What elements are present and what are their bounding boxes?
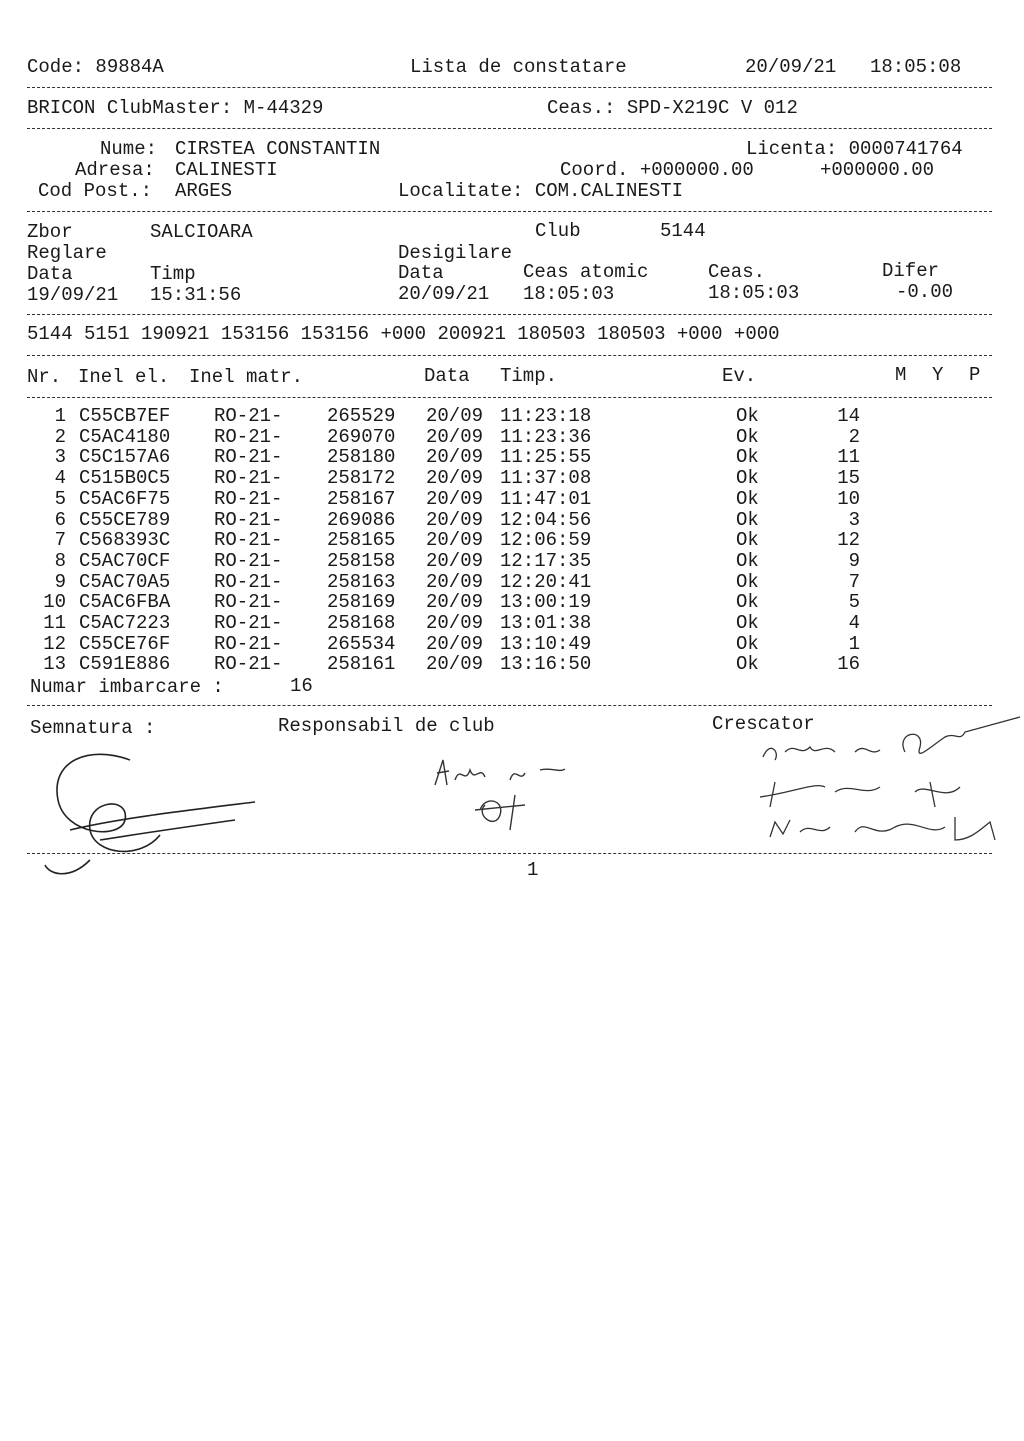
cell-pos: 1 — [848, 632, 860, 655]
coordinates: Coord. +000000.00 — [560, 159, 754, 181]
cell-pos: 3 — [848, 508, 860, 531]
clock-label: Ceas. — [708, 261, 766, 283]
cell-el: C568393C — [79, 529, 171, 552]
cell-nr: 2 — [54, 425, 66, 448]
cell-data: 20/09 — [426, 591, 484, 614]
cell-nr: 4 — [54, 467, 66, 490]
cell-prefix: RO-21- — [214, 487, 283, 510]
cell-timp: 11:37:08 — [500, 467, 592, 490]
cell-prefix: RO-21- — [214, 508, 283, 531]
cell-nr: 11 — [43, 612, 66, 634]
cell-nr: 3 — [54, 446, 66, 469]
col-p: P — [969, 364, 981, 386]
cell-pos: 9 — [848, 549, 860, 572]
cell-el: C5C157A6 — [79, 446, 171, 469]
cell-ev: Ok — [736, 570, 759, 593]
cell-matr: 265534 — [327, 632, 396, 655]
cell-el: C55CE76F — [79, 632, 171, 655]
cell-ev: Ok — [736, 405, 759, 427]
cell-ev: Ok — [736, 425, 759, 448]
clock-time: 18:05:03 — [708, 282, 800, 304]
cell-timp: 12:06:59 — [500, 529, 592, 552]
divider — [27, 128, 992, 129]
locality: Localitate: COM.CALINESTI — [398, 180, 684, 202]
cell-nr: 1 — [54, 405, 66, 427]
breeder-label: Crescator — [712, 713, 815, 735]
cell-nr: 7 — [54, 529, 66, 552]
cell-timp: 13:10:49 — [500, 632, 592, 655]
col-inel-el: Inel el. — [78, 366, 170, 388]
code-line: 5144 5151 190921 153156 153156 +000 200921 180503 180503 +000 +000 — [27, 323, 780, 345]
cell-pos: 2 — [848, 425, 860, 448]
cell-data: 20/09 — [426, 632, 484, 655]
cell-nr: 12 — [43, 632, 66, 655]
cell-timp: 11:47:01 — [500, 487, 592, 510]
cell-pos: 11 — [837, 446, 860, 469]
col-m: M — [895, 364, 907, 386]
unseal-date: 20/09/21 — [398, 283, 490, 305]
divider — [27, 853, 992, 854]
boarding-count: 16 — [290, 675, 313, 697]
divider — [27, 211, 992, 212]
cell-el: C5AC70CF — [79, 549, 171, 572]
boarding-count-label: Numar imbarcare : — [30, 676, 224, 698]
cell-ev: Ok — [736, 591, 759, 614]
club-responsible-label: Responsabil de club — [278, 715, 495, 737]
cell-el: C5AC4180 — [79, 425, 171, 448]
divider — [27, 355, 992, 356]
cell-pos: 7 — [848, 570, 860, 593]
postal-code-label: Cod Post.: — [38, 180, 153, 202]
name-label: Nume: — [100, 138, 158, 160]
cell-matr: 258168 — [327, 612, 396, 634]
cell-data: 20/09 — [426, 446, 484, 469]
cell-data: 20/09 — [426, 570, 484, 593]
cell-el: C55CB7EF — [79, 405, 171, 427]
print-date: 20/09/21 — [745, 56, 837, 78]
difference: -0.00 — [896, 281, 954, 303]
cell-el: C5AC7223 — [79, 612, 171, 634]
cell-prefix: RO-21- — [214, 653, 283, 676]
time-label: Timp — [150, 263, 196, 285]
document-code: Code: 89884A — [27, 56, 164, 78]
difference-label: Difer — [882, 260, 940, 282]
cell-ev: Ok — [736, 653, 759, 676]
cell-data: 20/09 — [426, 529, 484, 552]
breeder-signatures — [755, 712, 1024, 852]
cell-prefix: RO-21- — [214, 425, 283, 448]
divider — [27, 314, 992, 315]
club-number: 5144 — [660, 220, 706, 242]
cell-matr: 269086 — [327, 508, 396, 531]
cell-matr: 258167 — [327, 487, 396, 510]
cell-data: 20/09 — [426, 405, 484, 427]
club-responsible-signature — [425, 755, 575, 835]
cell-matr: 258158 — [327, 549, 396, 572]
divider — [27, 705, 992, 706]
cell-timp: 11:25:55 — [500, 446, 592, 469]
license: Licenta: 0000741764 — [746, 138, 963, 160]
cell-ev: Ok — [736, 549, 759, 572]
cell-timp: 12:04:56 — [500, 508, 592, 531]
cell-pos: 10 — [837, 487, 860, 510]
clock-id: Ceas.: SPD-X219C V 012 — [547, 97, 798, 119]
print-time: 18:05:08 — [870, 56, 962, 78]
setting-date: 19/09/21 — [27, 284, 119, 306]
cell-prefix: RO-21- — [214, 467, 283, 490]
cell-matr: 258165 — [327, 529, 396, 552]
cell-el: C5AC6FBA — [79, 591, 171, 614]
signature-label: Semnatura : — [30, 717, 156, 739]
cell-prefix: RO-21- — [214, 612, 283, 634]
coordinates-2: +000000.00 — [820, 159, 935, 181]
cell-matr: 258161 — [327, 653, 396, 676]
cell-el: C5AC6F75 — [79, 487, 171, 510]
cell-pos: 5 — [848, 591, 860, 614]
cell-data: 20/09 — [426, 487, 484, 510]
cell-pos: 14 — [837, 405, 860, 427]
setting-label: Reglare — [27, 242, 107, 264]
cell-nr: 6 — [54, 508, 66, 531]
cell-matr: 269070 — [327, 425, 396, 448]
document-title: Lista de constatare — [410, 56, 627, 78]
cell-pos: 4 — [848, 612, 860, 634]
clubmaster-id: BRICON ClubMaster: M-44329 — [27, 97, 324, 119]
cell-el: C5AC70A5 — [79, 570, 171, 593]
cell-ev: Ok — [736, 632, 759, 655]
cell-nr: 8 — [54, 549, 66, 572]
cell-prefix: RO-21- — [214, 529, 283, 552]
unseal-date-label: Data — [398, 262, 444, 284]
atomic-clock-label: Ceas atomic — [523, 261, 649, 283]
cell-matr: 258180 — [327, 446, 396, 469]
flight-name: SALCIOARA — [150, 221, 253, 243]
setting-time: 15:31:56 — [150, 284, 242, 306]
cell-pos: 16 — [837, 653, 860, 676]
col-data: Data — [424, 365, 470, 387]
cell-ev: Ok — [736, 467, 759, 490]
unsealing-label: Desigilare — [398, 242, 513, 264]
cell-el: C515B0C5 — [79, 467, 171, 490]
cell-timp: 13:00:19 — [500, 591, 592, 614]
cell-data: 20/09 — [426, 653, 484, 676]
col-timp: Timp. — [500, 365, 558, 387]
cell-prefix: RO-21- — [214, 632, 283, 655]
owner-name: CIRSTEA CONSTANTIN — [175, 138, 381, 160]
cell-nr: 9 — [54, 570, 66, 593]
cell-data: 20/09 — [426, 508, 484, 531]
address: CALINESTI — [175, 159, 278, 181]
cell-timp: 12:17:35 — [500, 549, 592, 572]
cell-nr: 5 — [54, 487, 66, 510]
cell-ev: Ok — [736, 446, 759, 469]
col-y: Y — [932, 364, 944, 386]
cell-prefix: RO-21- — [214, 405, 283, 427]
cell-prefix: RO-21- — [214, 549, 283, 572]
cell-data: 20/09 — [426, 467, 484, 490]
postal-code: ARGES — [175, 180, 233, 202]
cell-ev: Ok — [736, 487, 759, 510]
cell-timp: 13:16:50 — [500, 653, 592, 676]
cell-ev: Ok — [736, 508, 759, 531]
atomic-clock-time: 18:05:03 — [523, 283, 615, 305]
cell-ev: Ok — [736, 529, 759, 552]
page-number: 1 — [527, 859, 539, 881]
cell-timp: 11:23:18 — [500, 405, 592, 427]
cell-timp: 12:20:41 — [500, 570, 592, 593]
cell-timp: 11:23:36 — [500, 425, 592, 448]
cell-prefix: RO-21- — [214, 570, 283, 593]
cell-matr: 258169 — [327, 591, 396, 614]
col-nr: Nr. — [27, 366, 62, 388]
cell-ev: Ok — [736, 612, 759, 634]
cell-data: 20/09 — [426, 549, 484, 572]
divider — [27, 87, 992, 88]
cell-el: C591E886 — [79, 653, 171, 676]
cell-matr: 265529 — [327, 405, 396, 427]
cell-matr: 258163 — [327, 570, 396, 593]
col-inel-matr: Inel matr. — [189, 366, 304, 388]
cell-matr: 258172 — [327, 467, 396, 490]
cell-el: C55CE789 — [79, 508, 171, 531]
cell-prefix: RO-21- — [214, 591, 283, 614]
cell-data: 20/09 — [426, 425, 484, 448]
signature-scribble — [30, 740, 270, 890]
cell-timp: 13:01:38 — [500, 612, 592, 634]
cell-nr: 10 — [43, 591, 66, 614]
cell-prefix: RO-21- — [214, 446, 283, 469]
flight-label: Zbor — [27, 221, 73, 243]
date-label: Data — [27, 263, 73, 285]
cell-nr: 13 — [43, 653, 66, 676]
cell-pos: 12 — [837, 529, 860, 552]
col-ev: Ev. — [722, 365, 757, 387]
divider — [27, 397, 992, 398]
club-label: Club — [535, 220, 581, 242]
cell-pos: 15 — [837, 467, 860, 490]
address-label: Adresa: — [75, 159, 155, 181]
cell-data: 20/09 — [426, 612, 484, 634]
